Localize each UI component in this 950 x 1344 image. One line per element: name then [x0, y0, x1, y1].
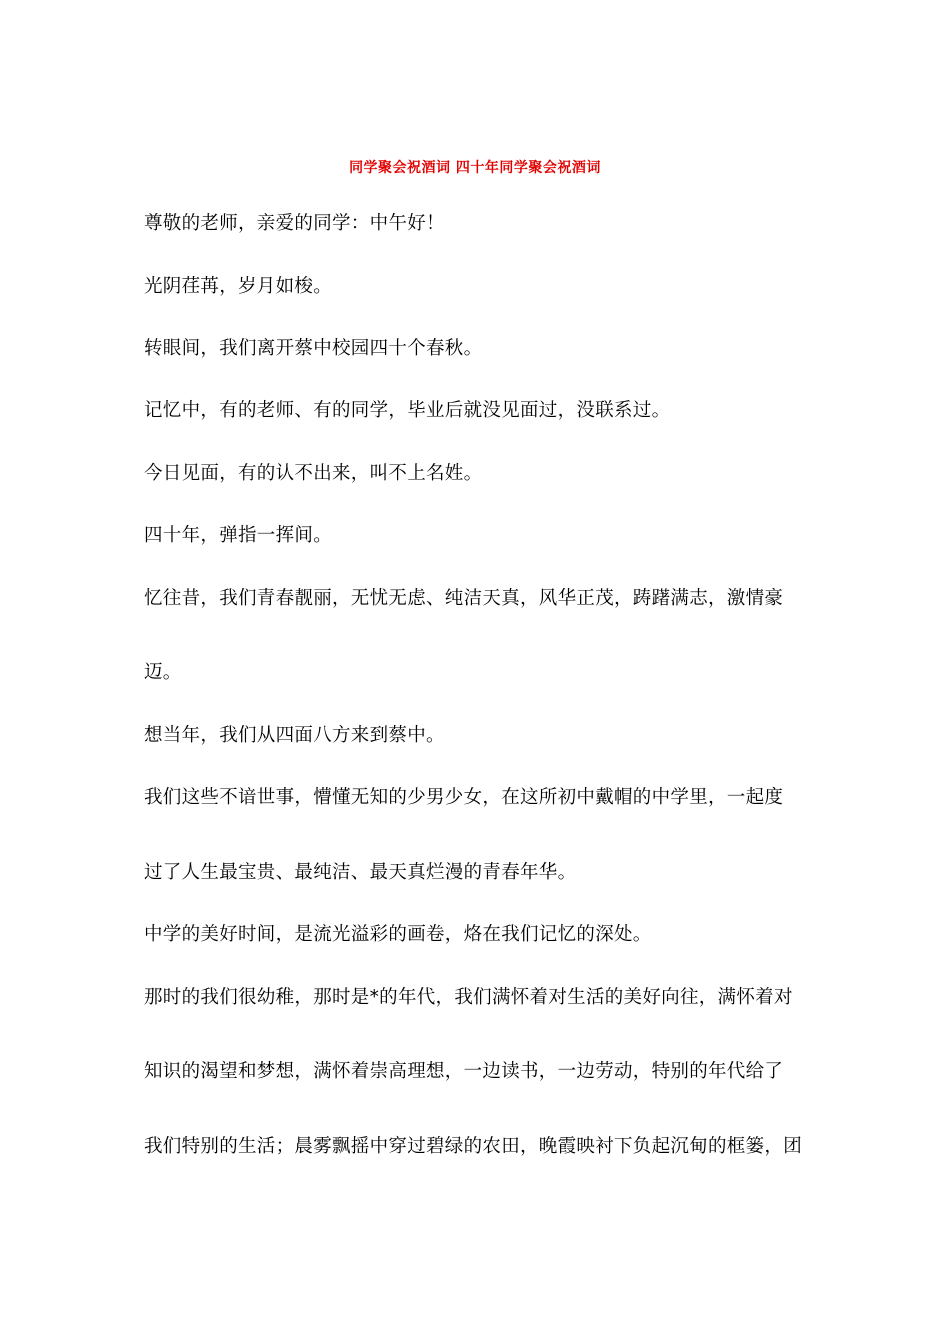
body-line: 我们特别的生活；晨雾飘摇中穿过碧绿的农田，晚霞映衬下负起沉甸的框篓，团	[144, 1136, 803, 1157]
body-line: 迈。	[144, 662, 182, 683]
body-line: 那时的我们很幼稚，那时是*的年代，我们满怀着对生活的美好向往，满怀着对	[144, 987, 793, 1008]
body-line: 中学的美好时间，是流光溢彩的画卷，烙在我们记忆的深处。	[144, 924, 652, 945]
body-line: 想当年，我们从四面八方来到蔡中。	[144, 725, 445, 746]
body-line: 今日见面，有的认不出来，叫不上名姓。	[144, 463, 483, 484]
body-line: 知识的渴望和梦想，满怀着崇高理想，一边读书，一边劳动，特别的年代给了	[144, 1061, 784, 1082]
body-line: 尊敬的老师，亲爱的同学：中午好！	[144, 213, 445, 234]
body-line: 转眼间，我们离开蔡中校园四十个春秋。	[144, 338, 483, 359]
body-line: 忆往昔，我们青春靓丽，无忧无虑、纯洁天真，风华正茂，踌躇满志，激情豪	[144, 588, 784, 609]
document-title: 同学聚会祝酒词 四十年同学聚会祝酒词	[349, 160, 601, 176]
body-line: 记忆中，有的老师、有的同学，毕业后就没见面过，没联系过。	[144, 400, 671, 421]
body-line: 光阴荏苒，岁月如梭。	[144, 276, 333, 297]
body-line: 我们这些不谙世事，懵懂无知的少男少女，在这所初中戴帽的中学里，一起度	[144, 787, 784, 808]
body-line: 四十年，弹指一挥间。	[144, 525, 333, 546]
body-line: 过了人生最宝贵、最纯洁、最天真烂漫的青春年华。	[144, 862, 577, 883]
